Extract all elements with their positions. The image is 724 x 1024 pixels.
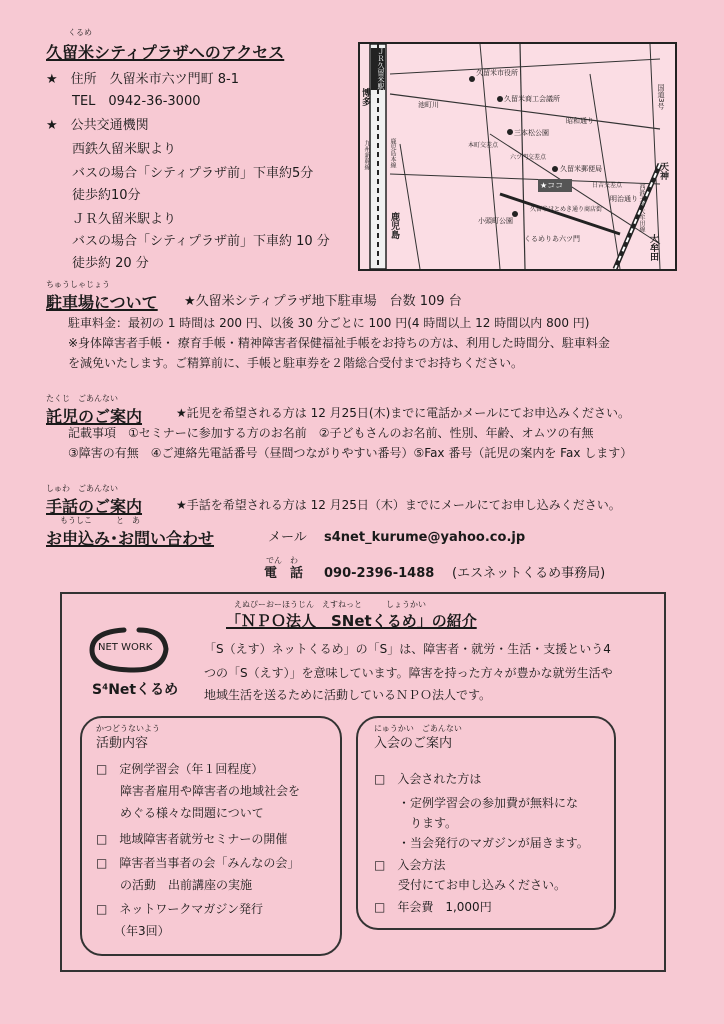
jr-station: ＪＲ久留米駅より <box>72 212 177 227</box>
activities-line: めぐる様々な問題について <box>96 806 264 820</box>
map-mutsumon: 六ツ門交差点 <box>510 154 547 161</box>
map-jr-line: ＪＲ久留米駅 <box>371 48 385 90</box>
npo-ruby: えぬぴーおーほうじん えすねっと しょうかい <box>234 600 426 609</box>
activities-line: □ 地域障害者就労セミナーの開催 <box>96 832 288 846</box>
membership-line: 受付にてお申し込みください。 <box>374 878 567 892</box>
parking-fee: 駐車料金：最初の 1 時間は 200 円、以後 30 分ごとに 100 円(4 時間以上 12 時間以内 800 円) <box>68 316 590 330</box>
membership-line: □ 年会費 1,000円 <box>374 900 492 914</box>
parking-note-2: を減免いたします。ご精算前に、手帳と駐車券を２階総合受付までお持ちください。 <box>68 356 524 370</box>
activities-line: □ 障害者当事者の会「みんなの会」 <box>96 856 300 870</box>
contact-mail[interactable]: s4net_kurume@yahoo.co.jp <box>324 530 526 545</box>
map-post-office: 久留米郵便局 <box>560 165 602 173</box>
map-kagoshima-line: 鹿児島本線 <box>389 138 396 168</box>
logo <box>84 624 174 674</box>
childcare-title: 託児のご案内 <box>46 407 143 426</box>
npo-intro-2: つの「S（えす）」を意味しています。障害を持った方々が豊かな就労生活や <box>204 666 613 680</box>
map-omuta: 大牟田 <box>648 234 658 261</box>
nishitetsu-bus: バスの場合「シティプラザ前」下車約5分 <box>72 166 314 181</box>
logo-name: S⁴Netくるめ <box>92 682 179 698</box>
nishitetsu-walk: 徒歩約10分 <box>72 188 141 203</box>
npo-intro-1: 「S（えす）ネットくるめ」の「S」は、障害者・就労・生活・支援という4 <box>204 642 611 656</box>
map-nikko: 日吉交差点 <box>592 182 623 189</box>
jr-bus: バスの場合「シティプラザ前」下車約 10 分 <box>72 234 330 249</box>
activities-line: □ ネットワークマガジン発行 <box>96 902 264 916</box>
membership-title: 入会のご案内 <box>374 736 453 751</box>
sign-title: 手話のご案内 <box>46 497 143 516</box>
access-tel: TEL 0942-36-3000 <box>72 94 201 109</box>
map-sanpon-park: 三本松公園 <box>514 129 549 137</box>
access-ruby: くるめ <box>68 28 92 37</box>
contact-tel-label: 電 話 <box>264 566 304 581</box>
activities-title: 活動内容 <box>96 736 149 751</box>
map-tenjin: 天神 <box>658 162 668 180</box>
npo-title: 「ＮＰＯ法人 SNetくるめ」の紹介 <box>226 612 477 630</box>
map-nishitetsu-line: 西鉄天神大牟田線 <box>638 184 645 232</box>
map-kurume-ari: くるめりあ六ツ門 <box>524 235 580 243</box>
sign-apply: ★手話を希望される方は 12 月25日（木）までにメールにてお申し込みください。 <box>176 498 621 512</box>
map-koko: ★ココ <box>540 181 564 190</box>
parking-title: 駐車場について <box>46 293 158 312</box>
contact-title: お申込み･お問い合わせ <box>46 529 215 548</box>
activities-line: □ 定例学習会（年１回程度） <box>96 762 264 776</box>
contact-tel-ruby: でん わ <box>266 556 298 565</box>
logo-text: NET WORK <box>98 642 153 653</box>
access-address: ★ 住所 久留米市六ツ門町 8-1 <box>46 72 240 87</box>
membership-line: ります。 <box>374 816 458 830</box>
map-ikemachigawa: 池町川 <box>418 101 439 109</box>
contact-mail-label: メール <box>268 530 307 545</box>
membership-line: ・当会発行のマガジンが届きます。 <box>374 836 589 850</box>
activities-ruby: かつどうないよう <box>96 724 160 733</box>
access-title: 久留米シティプラザへのアクセス <box>46 43 285 62</box>
childcare-items-1: 記載事項 ①セミナーに参加する方のお名前 ②子どもさんのお名前、性別、年齢、オムツの有無 <box>68 426 594 440</box>
map-city-hall: 久留米市役所 <box>476 69 518 77</box>
map-kagoshima: 鹿児島 <box>389 212 399 239</box>
childcare-ruby: たくじ ごあんない <box>46 394 118 403</box>
membership-line: □ 入会方法 <box>374 858 446 872</box>
membership-ruby: にゅうかい ごあんない <box>374 724 462 733</box>
contact-ruby: もうしこ と あ <box>60 516 140 525</box>
map-hakata: 博多 <box>360 88 370 106</box>
map-showa: 昭和通り <box>566 117 594 125</box>
activities-line: （年3回） <box>96 924 170 938</box>
transit-heading: ★ 公共交通機関 <box>46 118 149 133</box>
activities-line: の活動 出前講座の実施 <box>96 878 253 892</box>
map-shinkansen: 九州新幹線 <box>363 140 370 170</box>
map-chamber: 久留米商工会議所 <box>504 95 560 103</box>
parking-location: ★久留米シティプラザ地下駐車場 台数 109 台 <box>184 294 462 309</box>
membership-line: ・定例学習会の参加費が無料にな <box>374 796 579 810</box>
childcare-apply: ★託児を希望される方は 12 月25日(木)までに電話かメールにてお申込みください。 <box>176 406 631 420</box>
map-honmachi: 本町交差点 <box>468 142 499 149</box>
parking-note-1: ※身体障害者手帳・ 療育手帳・精神障害者保健福祉手帳をお持ちの方は、利用した時間分、駐車料金 <box>68 336 610 350</box>
activities-line: 障害者雇用や障害者の地域社会を <box>96 784 301 798</box>
npo-intro-3: 地域生活を送るために活動しているＮＰＯ法人です。 <box>204 688 492 702</box>
membership-line: □ 入会された方は <box>374 772 482 786</box>
map-kotobuki-park: 小頭町公園 <box>478 217 513 225</box>
jr-walk: 徒歩約 20 分 <box>72 256 149 271</box>
map-shopping-street: 久留米ほとめき通り商店街 <box>530 206 603 213</box>
sign-ruby: しゅわ ごあんない <box>46 484 118 493</box>
map-meiji: 明治通り <box>610 195 638 203</box>
childcare-items-2: ③障害の有無 ④ご連絡先電話番号（昼間つながりやすい番号）⑤Fax 番号（託児の案内を Fax します） <box>68 446 633 460</box>
nishitetsu-station: 西鉄久留米駅より <box>72 142 177 157</box>
contact-tel[interactable]: 090-2396-1488 <box>324 566 435 581</box>
parking-ruby: ちゅうしゃじょう <box>46 280 110 289</box>
contact-office: (エスネットくるめ事務局) <box>452 566 606 581</box>
map-route3: 国道3号 <box>657 84 665 110</box>
access-map <box>358 42 677 271</box>
